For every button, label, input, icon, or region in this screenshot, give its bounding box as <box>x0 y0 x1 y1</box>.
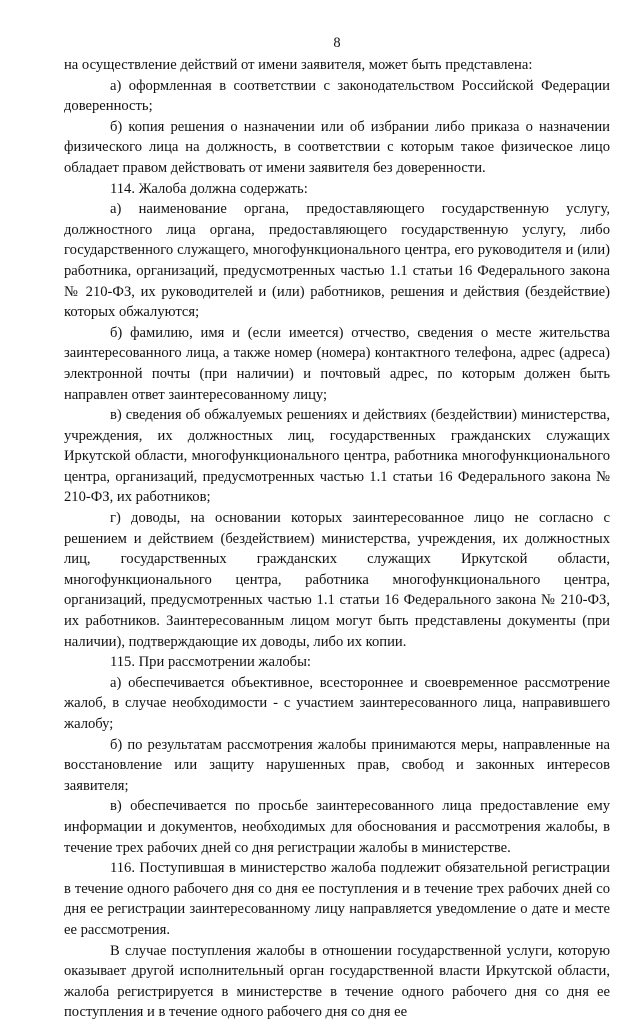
paragraph-116-second: В случае поступления жалобы в отношении государственной услуги, которую оказывает другой исполнительный орган государственной власти Иркутской области, жалоба регистрируется в министерстве в течение одного рабочего дня со дня ее поступления и в течение одного рабочего дня со дня ее <box>64 942 610 1021</box>
paragraph-continuation: на осуществление действий от имени заявителя, может быть представлена: <box>64 57 533 73</box>
paragraph-114a: а) наименование органа, предоставляющего государственную услугу, должностного лица органа, предоставляющего государственную услугу, либо государственного служащего, многофункционального центра, его руководителя и (или) работника, организаций, предусмотренных частью 1.1 статьи 16 Федерального закона № 210-ФЗ, их руководителей и (или) работников, решения и действия (бездействие) которых обжалуются; <box>64 201 610 321</box>
paragraph-114v: в) сведения об обжалуемых решениях и действиях (бездействии) министерства, учреждения, их должностных лиц, государственных гражданских служащих Иркутской области, многофункционального центра, работника многофункционального центра, организаций, предусмотренных частью 1.1 статьи 16 Федерального закона № 210-ФЗ, их работников; <box>64 407 610 506</box>
page-number: 8 <box>333 35 341 51</box>
paragraph-115b: б) по результатам рассмотрения жалобы принимаются меры, направленные на восстановление или защиту нарушенных прав, свобод и законных интересов заявителя; <box>64 736 610 794</box>
paragraph-116: 116. Поступившая в министерство жалоба подлежит обязательной регистрации в течение одного рабочего дня со дня ее поступления и в течение трех рабочих дней со дня ее регистрации заинтересованному лицу направляется уведомление о дате и месте ее рассмотрения. <box>64 860 610 938</box>
paragraph-114-heading: 114. Жалоба должна содержать: <box>110 180 308 197</box>
paragraph-114g: г) доводы, на основании которых заинтересованное лицо не согласно с решением и действием (бездействием) министерства, учреждения, их должностных лиц, государственных гражданских служащих Иркутской области, многофункционального центра, работника многофункционального центра, организаций, предусмотренных частью 1.1 статьи 16 Федерального закона № 210-ФЗ, их работников. Заинтересованным лицом могут быть представлены документы (при наличии), подтверждающие их доводы, либо их копии. <box>64 510 610 650</box>
paragraph-115a: а) обеспечивается объективное, всестороннее и своевременное рассмотрение жалоб, в случае необходимости - с участием заинтересованного лица, направившего жалобу; <box>64 674 610 732</box>
paragraph-115v: в) обеспечивается по просьбе заинтересованного лица предоставление ему информации и документов, необходимых для обоснования и рассмотрения жалобы, в течение трех рабочих дней со дня регистрации жалобы в министерстве. <box>64 798 610 856</box>
paragraph-113b: б) копия решения о назначении или об избрании либо приказа о назначении физического лица на должность, в соответствии с которым такое физическое лицо обладает правом действовать от имени заявителя без доверенности. <box>64 118 610 176</box>
paragraph-113a: а) оформленная в соответствии с законодательством Российской Федерации доверенность; <box>64 77 610 115</box>
paragraph-114b: б) фамилию, имя и (если имеется) отчество, сведения о месте жительства заинтересованного лица, а также номер (номера) контактного телефона, адрес (адреса) электронной почты (при наличии) и почтовый адрес, по которым должен быть направлен ответ заинтересованному лицу; <box>64 324 610 403</box>
paragraph-115-heading: 115. При рассмотрении жалобы: <box>110 654 311 671</box>
document-body <box>64 55 610 1023</box>
